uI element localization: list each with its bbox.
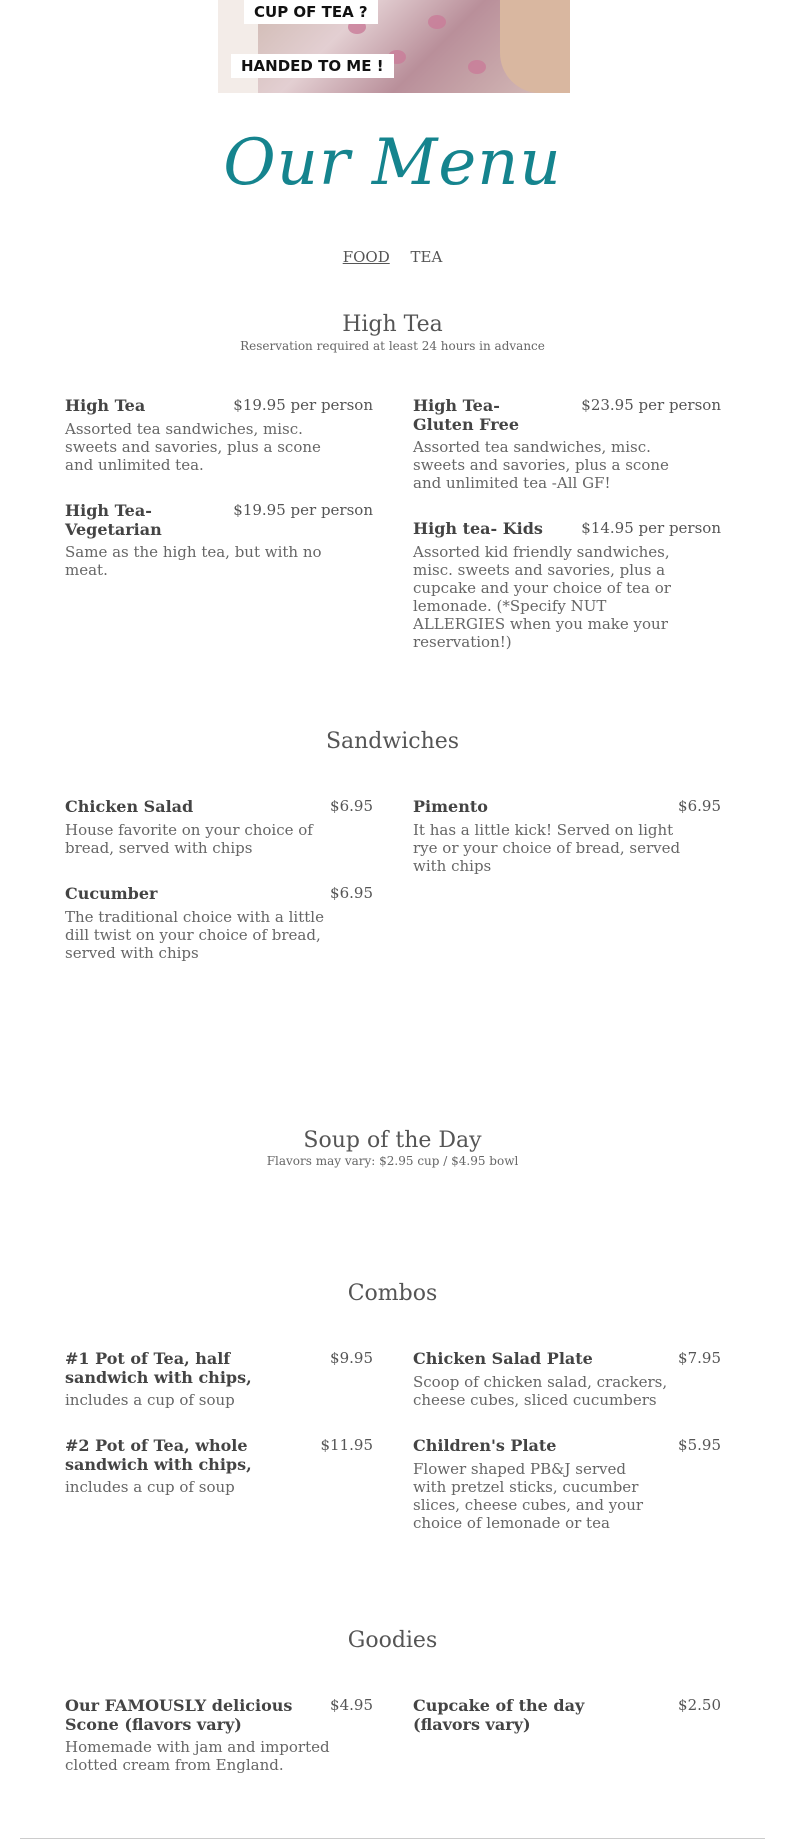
tab-food[interactable]: FOOD <box>342 248 390 266</box>
menu-item-price: $4.95 <box>330 1696 373 1714</box>
hero-image <box>218 0 570 93</box>
menu-item-description: Assorted tea sandwiches, misc. sweets and savories, plus a scone and unlimited tea -All GF! <box>413 438 669 492</box>
footer-divider <box>20 1838 765 1839</box>
menu-item-name: #1 Pot of Tea, half sandwich with chips, <box>65 1349 252 1387</box>
section-subtitle-high-tea: Reservation required at least 24 hours in advance <box>240 339 545 353</box>
menu-item-description: Same as the high tea, but with no meat. <box>65 543 322 579</box>
section-title-goodies: Goodies <box>347 1628 438 1653</box>
menu-item-description: includes a cup of soup <box>65 1391 235 1409</box>
menu-item-price: $14.95 per person <box>581 519 721 537</box>
menu-item-name: #2 Pot of Tea, whole sandwich with chips, <box>65 1436 252 1474</box>
menu-item-name: High Tea- Gluten Free <box>413 396 520 434</box>
menu-item-description: It has a little kick! Served on light rye or your choice of bread, served with chips <box>413 821 681 875</box>
menu-item-name: Children's Plate <box>413 1436 557 1455</box>
menu-item-name: Cucumber <box>65 884 158 903</box>
menu-item-price: $11.95 <box>320 1436 373 1454</box>
flower-pattern <box>428 15 446 29</box>
flower-pattern <box>468 60 486 74</box>
menu-item-price: $19.95 per person <box>233 501 373 519</box>
menu-item-price: $2.50 <box>678 1696 721 1714</box>
page-title: Our Menu <box>223 126 562 200</box>
menu-item-description: Scoop of chicken salad, crackers, cheese cubes, sliced cucumbers <box>413 1373 668 1409</box>
menu-item-description: Flower shaped PB&J served with pretzel sticks, cucumber slices, cheese cubes, and your choice of lemonade or tea <box>413 1460 644 1532</box>
hero-arm <box>500 0 570 93</box>
menu-item-name: Pimento <box>413 797 488 816</box>
menu-item-name: Our FAMOUSLY delicious Scone (flavors vary) <box>65 1696 293 1734</box>
menu-tabs <box>0 248 785 266</box>
menu-item-name: High tea- Kids <box>413 519 543 538</box>
tab-tea[interactable]: TEA <box>410 248 443 266</box>
menu-item-description: includes a cup of soup <box>65 1478 235 1496</box>
menu-item-description: Assorted tea sandwiches, misc. sweets and savories, plus a scone and unlimited tea. <box>65 420 321 474</box>
menu-item-price: $7.95 <box>678 1349 721 1367</box>
menu-item-name: Chicken Salad <box>65 797 194 816</box>
menu-item-price: $9.95 <box>330 1349 373 1367</box>
section-title-sandwiches: Sandwiches <box>325 729 460 754</box>
menu-item-price: $6.95 <box>330 797 373 815</box>
menu-item-name: Chicken Salad Plate <box>413 1349 593 1368</box>
menu-item-description: Assorted kid friendly sandwiches, misc. sweets and savories, plus a cupcake and your choice of tea or lemonade. (*Specify NUT ALLERGIES when you make your reservation!) <box>413 543 671 651</box>
menu-item-description: The traditional choice with a little dill twist on your choice of bread, served with chips <box>65 908 324 962</box>
menu-item-price: $19.95 per person <box>233 396 373 414</box>
section-title-high-tea: High Tea <box>342 312 443 337</box>
menu-item-price: $23.95 per person <box>581 396 721 414</box>
menu-item-name: High Tea <box>65 396 146 415</box>
section-title-combos: Combos <box>347 1281 438 1306</box>
menu-item-description: House favorite on your choice of bread, served with chips <box>65 821 313 857</box>
menu-item-price: $6.95 <box>678 797 721 815</box>
menu-item-price: $6.95 <box>330 884 373 902</box>
section-subtitle-soup: Flavors may vary: $2.95 cup / $4.95 bowl <box>266 1154 519 1168</box>
menu-item-name: Cupcake of the day (flavors vary) <box>413 1696 585 1734</box>
menu-item-price: $5.95 <box>678 1436 721 1454</box>
hero-caption-2: HANDED TO ME ! <box>231 54 394 78</box>
section-title-soup: Soup of the Day <box>303 1128 482 1153</box>
menu-item-description: Homemade with jam and imported clotted cream from England. <box>65 1738 330 1774</box>
menu-item-name: High Tea- Vegetarian <box>65 501 162 539</box>
hero-caption-1: CUP OF TEA ? <box>244 0 378 24</box>
